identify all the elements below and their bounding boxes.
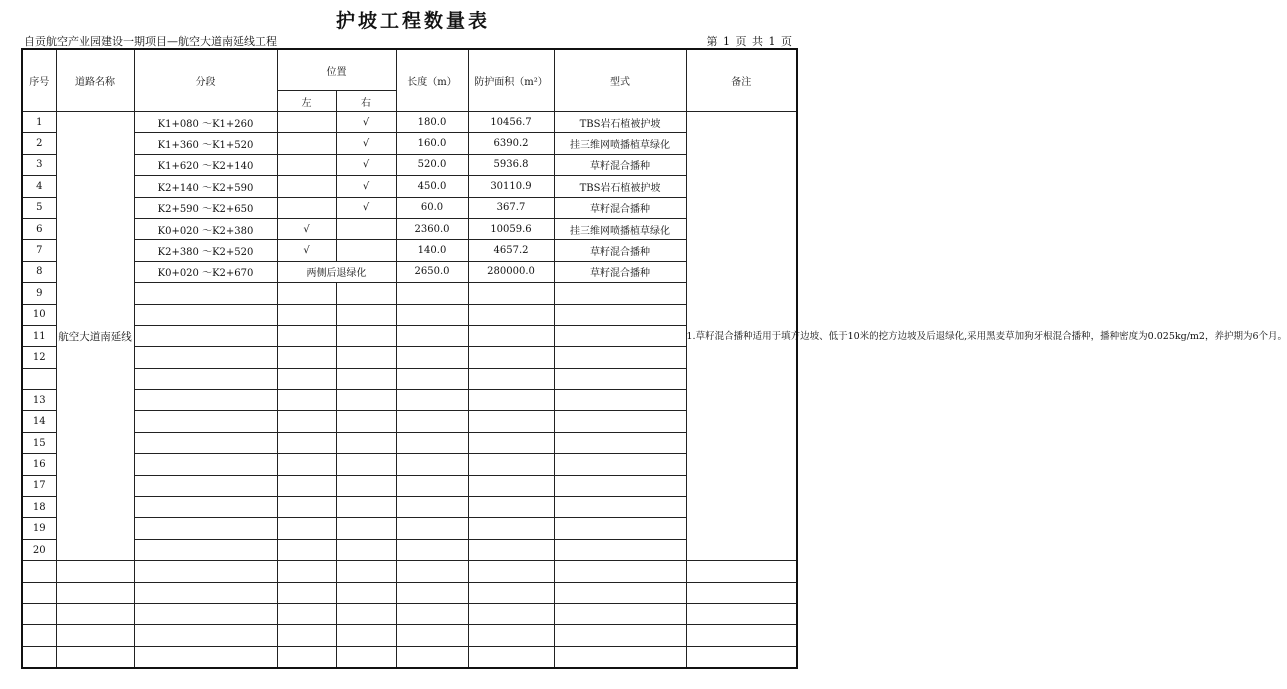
- empty-cell: [277, 561, 336, 582]
- table-row: [22, 368, 797, 389]
- segment-cell: K1+620 ～K2+140: [134, 154, 277, 175]
- right-cell: [336, 240, 396, 261]
- table-row: [22, 154, 797, 175]
- empty-cell: [134, 454, 277, 475]
- segment-cell: K2+590 ～K2+650: [134, 197, 277, 218]
- header-position: 位置: [277, 49, 396, 91]
- empty-cell: [336, 325, 396, 346]
- seq-cell: 19: [22, 518, 56, 539]
- seq-cell: [22, 368, 56, 389]
- seq-cell: 5: [22, 197, 56, 218]
- empty-cell: [686, 646, 797, 668]
- empty-cell: [554, 325, 686, 346]
- empty-cell: [554, 368, 686, 389]
- page-title: 护坡工程数量表: [335, 10, 490, 32]
- area-cell: 367.7: [468, 197, 554, 218]
- empty-cell: [277, 390, 336, 411]
- empty-cell: [468, 475, 554, 496]
- right-cell: √: [336, 133, 396, 154]
- table-row: [22, 518, 797, 539]
- table-row: [22, 561, 797, 582]
- table-row: [22, 475, 797, 496]
- empty-cell: [396, 582, 468, 603]
- header-area: 防护面积（m²）: [468, 49, 554, 112]
- left-cell: [277, 197, 336, 218]
- type-cell: TBS岩石植被护坡: [554, 112, 686, 133]
- empty-cell: [134, 411, 277, 432]
- empty-cell: [336, 304, 396, 325]
- table-row: [22, 603, 797, 624]
- empty-cell: [22, 561, 56, 582]
- empty-cell: [396, 625, 468, 646]
- empty-cell: [396, 561, 468, 582]
- empty-cell: [134, 325, 277, 346]
- empty-cell: [468, 411, 554, 432]
- header-left: 左: [277, 91, 336, 112]
- header-segment: 分段: [134, 49, 277, 112]
- empty-cell: [396, 304, 468, 325]
- empty-cell: [56, 646, 134, 668]
- area-cell: 280000.0: [468, 261, 554, 282]
- empty-cell: [336, 368, 396, 389]
- table-row: [22, 539, 797, 560]
- right-cell: √: [336, 197, 396, 218]
- empty-cell: [554, 304, 686, 325]
- empty-cell: [134, 368, 277, 389]
- table-row: [22, 240, 797, 261]
- segment-cell: K1+080 ～K1+260: [134, 112, 277, 133]
- empty-cell: [468, 347, 554, 368]
- length-cell: 2650.0: [396, 261, 468, 282]
- seq-cell: 3: [22, 154, 56, 175]
- seq-cell: 12: [22, 347, 56, 368]
- empty-cell: [134, 646, 277, 668]
- empty-cell: [56, 603, 134, 624]
- table-row: [22, 261, 797, 282]
- empty-cell: [134, 475, 277, 496]
- empty-cell: [686, 561, 797, 582]
- empty-cell: [686, 625, 797, 646]
- empty-cell: [336, 347, 396, 368]
- road-name-cell: 航空大道南延线: [56, 112, 134, 561]
- empty-cell: [554, 475, 686, 496]
- empty-cell: [56, 625, 134, 646]
- project-name: 自贡航空产业园建设一期项目—航空大道南延线工程: [24, 35, 277, 48]
- empty-cell: [134, 539, 277, 560]
- empty-cell: [468, 304, 554, 325]
- left-cell: √: [277, 240, 336, 261]
- type-cell: 草籽混合播种: [554, 197, 686, 218]
- empty-cell: [468, 561, 554, 582]
- right-cell: √: [336, 154, 396, 175]
- empty-cell: [554, 432, 686, 453]
- seq-cell: 20: [22, 539, 56, 560]
- empty-cell: [468, 625, 554, 646]
- remark-cell: 1.草籽混合播种适用于填方边坡、低于10米的挖方边坡及后退绿化,采用黑麦草加狗牙根混合播种，播种密度为0.025kg/m2，养护期为6个月。: [686, 112, 797, 561]
- table-row: [22, 304, 797, 325]
- segment-cell: K0+020 ～K2+380: [134, 218, 277, 239]
- empty-cell: [468, 368, 554, 389]
- empty-cell: [336, 518, 396, 539]
- seq-cell: 16: [22, 454, 56, 475]
- seq-cell: 6: [22, 218, 56, 239]
- empty-cell: [277, 347, 336, 368]
- empty-cell: [554, 347, 686, 368]
- empty-cell: [686, 603, 797, 624]
- length-cell: 2360.0: [396, 218, 468, 239]
- empty-cell: [396, 539, 468, 560]
- segment-cell: K0+020 ～K2+670: [134, 261, 277, 282]
- empty-cell: [277, 475, 336, 496]
- empty-cell: [554, 454, 686, 475]
- right-cell: √: [336, 176, 396, 197]
- seq-cell: 10: [22, 304, 56, 325]
- seq-cell: 4: [22, 176, 56, 197]
- empty-cell: [336, 497, 396, 518]
- empty-cell: [277, 497, 336, 518]
- area-cell: 10059.6: [468, 218, 554, 239]
- length-cell: 60.0: [396, 197, 468, 218]
- empty-cell: [134, 603, 277, 624]
- length-cell: 180.0: [396, 112, 468, 133]
- empty-cell: [134, 304, 277, 325]
- empty-cell: [396, 411, 468, 432]
- type-cell: 挂三维网喷播植草绿化: [554, 133, 686, 154]
- empty-cell: [396, 497, 468, 518]
- empty-cell: [468, 603, 554, 624]
- header-seq: 序号: [22, 49, 56, 112]
- header-road-name: 道路名称: [56, 49, 134, 112]
- table-row: [22, 283, 797, 304]
- empty-cell: [134, 497, 277, 518]
- empty-cell: [336, 646, 396, 668]
- table-row: [22, 454, 797, 475]
- empty-cell: [22, 625, 56, 646]
- empty-cell: [134, 625, 277, 646]
- empty-cell: [468, 390, 554, 411]
- empty-cell: [134, 390, 277, 411]
- empty-cell: [396, 347, 468, 368]
- type-cell: 草籽混合播种: [554, 154, 686, 175]
- left-cell: √: [277, 218, 336, 239]
- empty-cell: [277, 582, 336, 603]
- seq-cell: 13: [22, 390, 56, 411]
- table-row: [22, 497, 797, 518]
- empty-cell: [336, 561, 396, 582]
- empty-cell: [396, 368, 468, 389]
- empty-cell: [554, 561, 686, 582]
- type-cell: 挂三维网喷播植草绿化: [554, 218, 686, 239]
- left-cell: [277, 112, 336, 133]
- empty-cell: [277, 625, 336, 646]
- table-row: [22, 325, 797, 346]
- seq-cell: 1: [22, 112, 56, 133]
- empty-cell: [396, 432, 468, 453]
- empty-cell: [396, 603, 468, 624]
- length-cell: 450.0: [396, 176, 468, 197]
- empty-cell: [134, 283, 277, 304]
- seq-cell: 9: [22, 283, 56, 304]
- empty-cell: [336, 539, 396, 560]
- empty-cell: [22, 582, 56, 603]
- segment-cell: K2+380 ～K2+520: [134, 240, 277, 261]
- empty-cell: [277, 603, 336, 624]
- table-row: [22, 197, 797, 218]
- seq-cell: 7: [22, 240, 56, 261]
- empty-cell: [396, 454, 468, 475]
- length-cell: 160.0: [396, 133, 468, 154]
- seq-cell: 15: [22, 432, 56, 453]
- empty-cell: [336, 582, 396, 603]
- table-row: [22, 347, 797, 368]
- empty-cell: [277, 518, 336, 539]
- empty-cell: [554, 625, 686, 646]
- empty-cell: [336, 411, 396, 432]
- table-row: [22, 411, 797, 432]
- empty-cell: [277, 368, 336, 389]
- length-cell: 520.0: [396, 154, 468, 175]
- empty-cell: [554, 283, 686, 304]
- empty-cell: [56, 582, 134, 603]
- empty-cell: [554, 497, 686, 518]
- empty-cell: [336, 603, 396, 624]
- empty-cell: [134, 518, 277, 539]
- empty-cell: [396, 283, 468, 304]
- table-row: [22, 218, 797, 239]
- empty-cell: [396, 390, 468, 411]
- empty-cell: [56, 561, 134, 582]
- table-row: [22, 582, 797, 603]
- empty-cell: [336, 390, 396, 411]
- empty-cell: [277, 432, 336, 453]
- empty-cell: [468, 454, 554, 475]
- empty-cell: [134, 561, 277, 582]
- area-cell: 10456.7: [468, 112, 554, 133]
- right-cell: [336, 218, 396, 239]
- left-cell: [277, 176, 336, 197]
- header-length: 长度（m）: [396, 49, 468, 112]
- empty-cell: [22, 646, 56, 668]
- seq-cell: 14: [22, 411, 56, 432]
- right-cell: √: [336, 112, 396, 133]
- empty-cell: [277, 646, 336, 668]
- empty-cell: [468, 646, 554, 668]
- empty-cell: [468, 518, 554, 539]
- empty-cell: [468, 582, 554, 603]
- header-remark: 备注: [686, 49, 797, 112]
- empty-cell: [277, 454, 336, 475]
- empty-cell: [396, 518, 468, 539]
- empty-cell: [336, 283, 396, 304]
- empty-cell: [277, 304, 336, 325]
- length-cell: 140.0: [396, 240, 468, 261]
- empty-cell: [22, 603, 56, 624]
- type-cell: TBS岩石植被护坡: [554, 176, 686, 197]
- area-cell: 30110.9: [468, 176, 554, 197]
- header-right: 右: [336, 91, 396, 112]
- table-row: [22, 390, 797, 411]
- seq-cell: 8: [22, 261, 56, 282]
- empty-cell: [396, 325, 468, 346]
- area-cell: 5936.8: [468, 154, 554, 175]
- area-cell: 6390.2: [468, 133, 554, 154]
- area-cell: 4657.2: [468, 240, 554, 261]
- seq-cell: 2: [22, 133, 56, 154]
- empty-cell: [134, 347, 277, 368]
- empty-cell: [134, 432, 277, 453]
- empty-cell: [554, 603, 686, 624]
- empty-cell: [468, 539, 554, 560]
- seq-cell: 11: [22, 325, 56, 346]
- empty-cell: [686, 582, 797, 603]
- type-cell: 草籽混合播种: [554, 261, 686, 282]
- empty-cell: [336, 625, 396, 646]
- empty-cell: [277, 325, 336, 346]
- left-cell: [277, 154, 336, 175]
- both-sides-cell: 两侧后退绿化: [277, 261, 396, 282]
- empty-cell: [277, 539, 336, 560]
- segment-cell: K1+360 ～K1+520: [134, 133, 277, 154]
- empty-cell: [277, 283, 336, 304]
- left-cell: [277, 133, 336, 154]
- table-row: [22, 646, 797, 668]
- slope-protection-table: [21, 48, 1287, 669]
- empty-cell: [554, 646, 686, 668]
- header-type: 型式: [554, 49, 686, 112]
- empty-cell: [468, 283, 554, 304]
- empty-cell: [396, 475, 468, 496]
- seq-cell: 17: [22, 475, 56, 496]
- empty-cell: [554, 539, 686, 560]
- empty-cell: [396, 646, 468, 668]
- table-row: [22, 112, 797, 133]
- empty-cell: [336, 475, 396, 496]
- empty-cell: [468, 497, 554, 518]
- empty-cell: [554, 518, 686, 539]
- empty-cell: [468, 325, 554, 346]
- table-row: [22, 432, 797, 453]
- empty-cell: [134, 582, 277, 603]
- segment-cell: K2+140 ～K2+590: [134, 176, 277, 197]
- empty-cell: [336, 432, 396, 453]
- table-row: [22, 176, 797, 197]
- empty-cell: [336, 454, 396, 475]
- seq-cell: 18: [22, 497, 56, 518]
- type-cell: 草籽混合播种: [554, 240, 686, 261]
- empty-cell: [468, 432, 554, 453]
- table-row: [22, 133, 797, 154]
- empty-cell: [277, 411, 336, 432]
- empty-cell: [554, 390, 686, 411]
- empty-cell: [554, 411, 686, 432]
- table-row: [22, 625, 797, 646]
- empty-cell: [554, 582, 686, 603]
- page-info: 第 1 页 共 1 页: [706, 35, 792, 48]
